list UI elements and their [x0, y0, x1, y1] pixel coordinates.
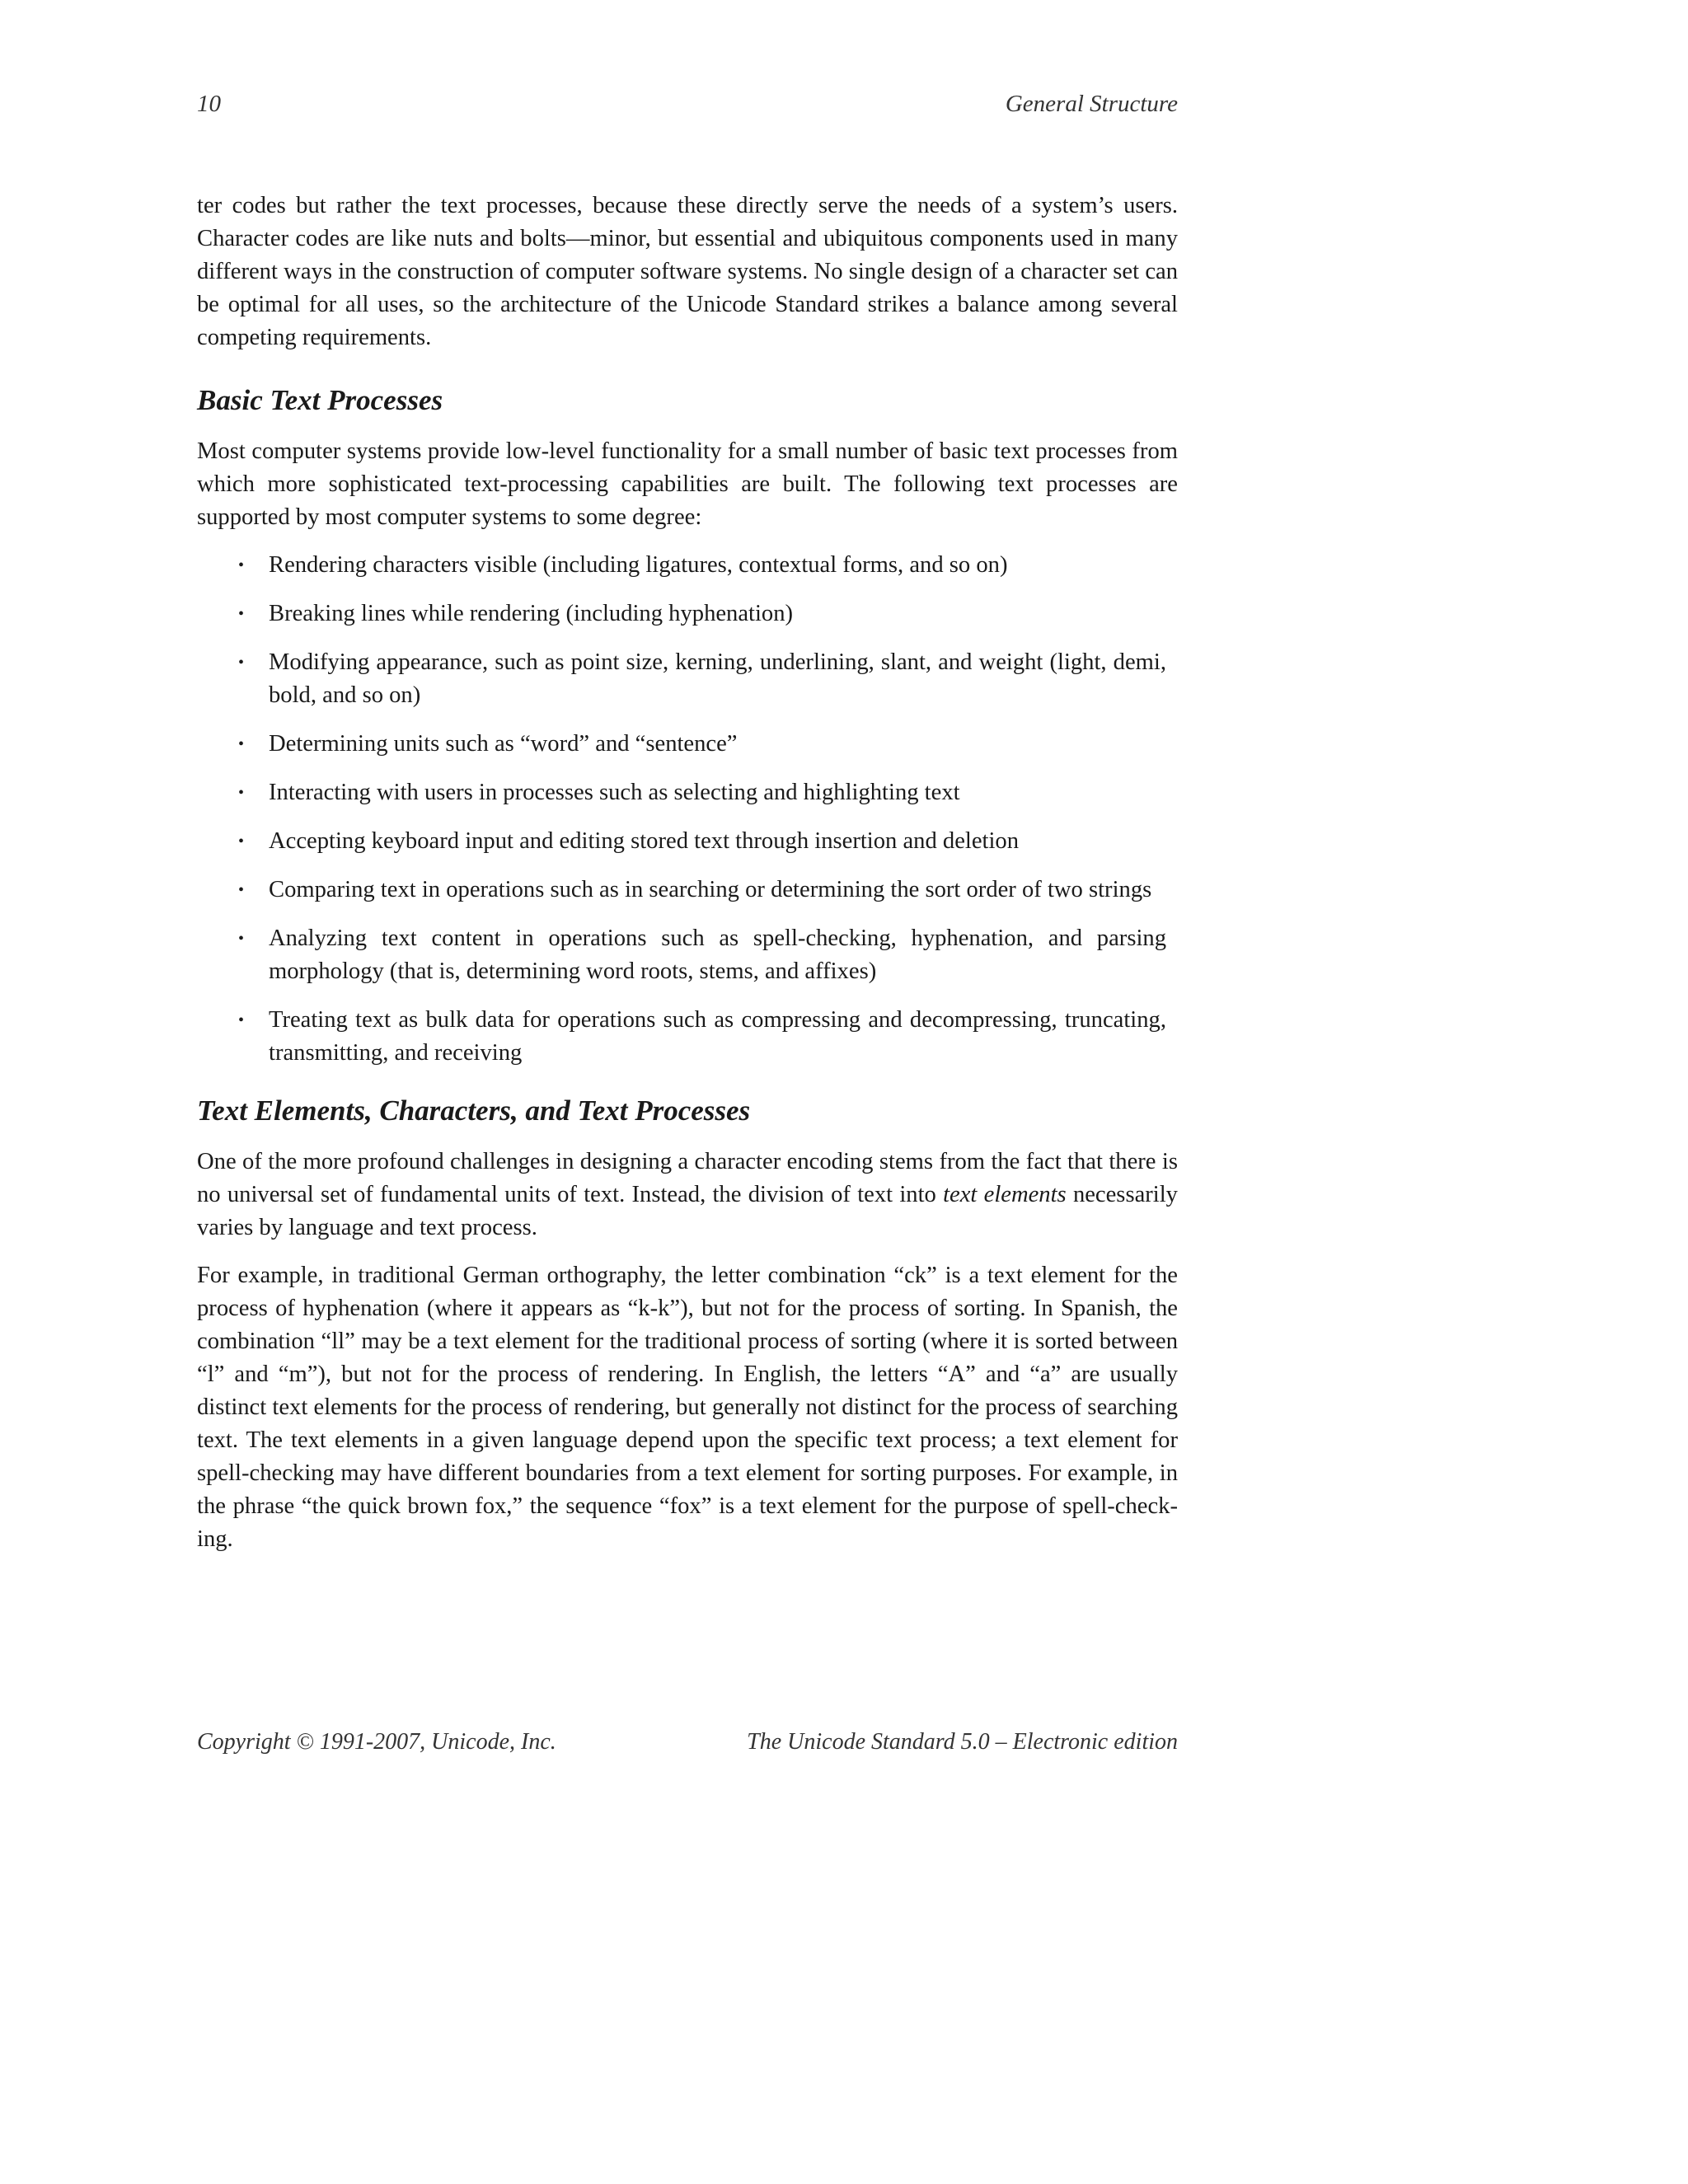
list-item: [238, 728, 1166, 761]
list-item-text: Rendering characters visible (including ligatures, contextual forms, and so on): [269, 552, 1008, 578]
page-footer: [197, 1729, 1178, 1765]
bullet-icon: •: [238, 832, 245, 851]
bullet-icon: •: [238, 881, 245, 899]
bullet-icon: •: [238, 1011, 245, 1029]
list-item: [238, 646, 1166, 712]
bullet-icon: •: [238, 930, 245, 948]
list-item-text: Comparing text in operations such as in searching or determining the sort order of two strings: [269, 877, 1152, 902]
list-item-text: Interacting with users in processes such as selecting and highlighting text: [269, 780, 960, 805]
text-elements-paragraph-1: [197, 1146, 1178, 1244]
bullet-icon: •: [238, 605, 245, 623]
paragraph-text: One of the more profound challenges in designing a character encoding stems from the fact that there is no universal set of fundamental units of text. Instead, the division of text into: [197, 1149, 1178, 1207]
paragraph-text: necessarily varies by language and text process.: [197, 1182, 1178, 1240]
document-page: [197, 82, 1178, 1556]
basic-text-processes-intro: Most computer systems provide low-level functionality for a small number of basic text processes from which more sophisticated text-processing capabilities are built. The following text processes are supported by most computer systems to some degree:: [197, 438, 1178, 530]
intro-paragraph: ter codes but rather the text processes, because these directly serve the needs of a system’s users. Character codes are like nuts and bolts—minor, but essential and ubiquitous components used in many different ways in the construction of computer software systems. No single design of a character set can be optimal for all uses, so the architecture of the Unicode Standard strikes a balance among several competing requirements.: [197, 193, 1178, 350]
list-item: [238, 598, 1166, 630]
list-item: [238, 776, 1166, 809]
list-item-text: Modifying appearance, such as point size, kerning, underlining, slant, and weight (light, demi, bold, and so on): [269, 649, 1166, 708]
list-item-text: Analyzing text content in operations such as spell-checking, hyphenation, and parsing morphology (that is, determining word roots, stems, and affixes): [269, 926, 1166, 984]
list-item: [238, 549, 1166, 582]
running-section-title: General Structure: [1005, 91, 1178, 117]
list-item: [238, 1004, 1166, 1070]
list-item: [238, 874, 1166, 907]
text-elements-paragraph-2: For example, in traditional German orthography, the letter combination “ck” is a text element for the process of hyphenation (where it appears as “k-k”), but not for the process of sorting. In Spanish, the combination “ll” may be a text element for the traditional process of sorting (where it is sorted between “l” and “m”), but not for the process of rendering. In English, the letters “A” and “a” are usually distinct text elements for the process of rendering, but generally not distinct for the process of searching text. The text elements in a given language depend upon the specific text process; a text element for spell-checking may have different boundaries from a text element for sorting purposes. For example, in the phrase “the quick brown fox,” the sequence “fox” is a text element for the purpose of spell-checking.: [197, 1263, 1178, 1552]
section-heading-basic-text-processes: Basic Text Processes: [197, 384, 443, 416]
list-item-text: Determining units such as “word” and “sentence”: [269, 731, 738, 757]
list-item: [238, 922, 1166, 988]
list-item: [238, 825, 1166, 858]
bullet-icon: •: [238, 784, 245, 802]
page-number: 10: [197, 91, 221, 117]
bullet-icon: •: [238, 735, 245, 753]
running-header: [197, 82, 1178, 125]
section-heading-text-elements: Text Elements, Characters, and Text Processes: [197, 1094, 751, 1127]
text-process-list: [197, 549, 1166, 1070]
copyright-notice: Copyright © 1991-2007, Unicode, Inc.: [197, 1729, 556, 1755]
bullet-icon: •: [238, 654, 245, 672]
list-item-text: Treating text as bulk data for operations such as compressing and decompressing, truncating, transmitting, and receiving: [269, 1007, 1166, 1066]
bullet-icon: •: [238, 556, 245, 574]
emphasis-term: text elements: [943, 1182, 1067, 1207]
edition-label: The Unicode Standard 5.0 – Electronic edition: [747, 1729, 1178, 1755]
list-item-text: Accepting keyboard input and editing stored text through insertion and deletion: [269, 828, 1020, 854]
list-item-text: Breaking lines while rendering (including hyphenation): [269, 601, 794, 626]
